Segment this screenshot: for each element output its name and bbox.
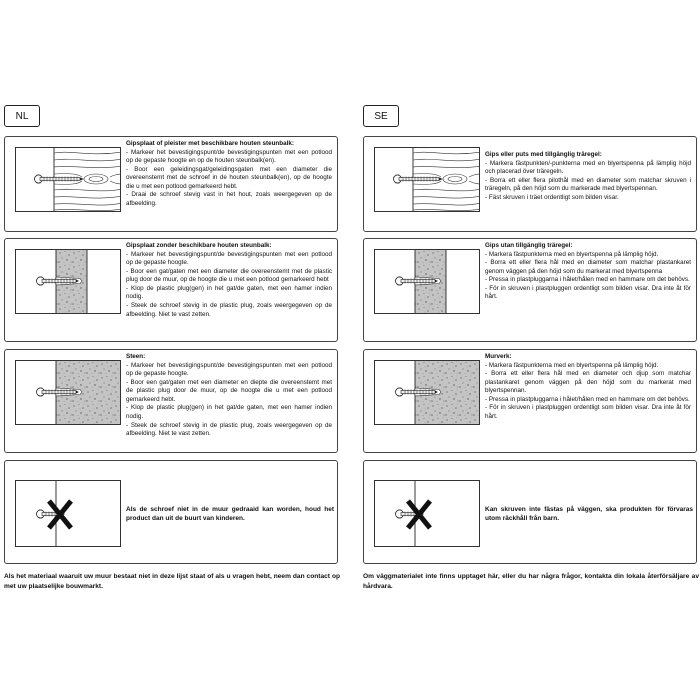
instruction-step: - Borra ett eller flera hål med en diameter och djup som matchar plastankaret genom väggen på den höjd som du markerat med blyertspennan. (485, 370, 691, 395)
instruction-step: - Klop de plastic plug(gen) in het gat/de gaten, met een hamer indien nodig. (126, 404, 332, 420)
section-title: Gipsplaat zonder beschikbare houten steunbalk: (126, 242, 272, 249)
instruction-step: - Klop de plastic plug(gen) in het gat/de gaten, met een hamer indien nodig. (126, 284, 332, 301)
se-section-masonry (363, 349, 697, 453)
se-section-warning (363, 460, 697, 564)
se-section-drywall (363, 238, 697, 342)
cross-mark-icon (374, 480, 480, 547)
instruction-step: - Boor een geleidingsgat/geleidingsgaten met een diameter die overeenstemt met de schroef in de houten steunbalk(en), op de hoogte die u met een potlood gemarkeerd hebt. (126, 165, 332, 190)
wood-stud-illustration (15, 147, 121, 212)
instruction-step: - Markeer het bevestigingspunt/de bevestigingspunten met een potlood op de gepaste hoogte. (126, 250, 332, 267)
instruction-step: - Steek de schroef stevig in de plastic plug, zoals weergegeven op de afbeelding. Niet te vast zetten. (126, 301, 332, 318)
nl-section-wood-stud (4, 136, 338, 232)
instruction-step: - Markera fästpunkten/-punkterna med en blyertspenna på lämplig höjd och placerad över träregeln. (485, 159, 691, 176)
footer-note-se: Om väggmaterialet inte finns upptaget här, eller du har några frågor, kontakta din lokala återförsäljare av hårdvara. (363, 573, 699, 590)
language-tag-se: SE (363, 105, 399, 127)
cross-mark-icon (15, 480, 121, 547)
section-title: Gips eller puts med tillgänglig träregel: (485, 151, 602, 158)
stone-plug-illustration (15, 360, 121, 425)
instruction-step: - För in skruven i plastpluggen ordentligt som bilden visar. Dra inte åt för hårt. (485, 404, 691, 420)
instruction-step: - Borra ett eller flera pilothål med en diameter som matchar skruven i träregeln, på den höjd som du markerade med blyertspennan. (485, 176, 691, 193)
instruction-step: - Pressa in plastpluggarna i hålet/hålen med en hammare om det behövs. (485, 395, 690, 403)
section-title: Steen: (126, 353, 146, 360)
instruction-step: - Markeer het bevestigingspunt/de bevestigingspunten met een potlood op de gepaste hoogte. (126, 361, 332, 378)
drywall-plug-illustration (15, 249, 121, 314)
nl-section-stone (4, 349, 338, 453)
wood-stud-illustration (374, 147, 480, 212)
footer-note-nl: Als het materiaal waaruit uw muur bestaat niet in deze lijst staat of als u vragen hebt, neem dan contact op met uw plaatselijke bouwmarkt. (4, 573, 340, 590)
instruction-step: - Steek de schroef stevig in de plastic plug, zoals weergegeven op de afbeelding. Niet te vast zetten. (126, 421, 332, 438)
drywall-plug-illustration (374, 249, 480, 314)
instruction-step: - Borra ett eller flera hål med en diameter som matchar plastankaret genom väggen på den höjd som du markerat med blyertspenna (485, 259, 691, 275)
instruction-step: - Markeer het bevestigingspunt/de bevestigingspunten met een potlood op de gepaste hoogte en op de houten steunbalk(en). (126, 148, 332, 165)
nl-section-drywall (4, 238, 338, 342)
se-section-wood-stud (363, 136, 697, 232)
warning-text: Kan skruven inte fästas på väggen, ska produkten för förvaras utom räckhåll från barn. (485, 506, 693, 523)
section-title: Gips utan tillgänglig träregel: (485, 242, 573, 249)
stone-plug-illustration (374, 360, 480, 425)
instruction-step: - Markera fästpunkterna med en blyertspenna på lämplig höjd. (485, 250, 659, 258)
instruction-step: - Draai de schroef stevig vast in het hout, zoals weergegeven op de afbeelding. (126, 191, 332, 207)
instruction-step: - Pressa in plastpluggarna i hålet/hålen med en hammare om det behövs. (485, 276, 690, 284)
section-title: Murverk: (485, 353, 512, 360)
instruction-step: - För in skruven i plastpluggen ordentligt som bilden visar. Dra inte åt för hårt. (485, 284, 691, 301)
instruction-step: - Fäst skruven i träet ordentligt som bilden visar. (485, 193, 619, 201)
nl-section-warning (4, 460, 338, 564)
warning-text: Als de schroef niet in de muur gedraaid kan worden, houd het product dan uit de buurt van kinderen. (126, 506, 334, 523)
instruction-step: - Boor een gat/gaten met een diameter en diepte die overeenstemt met de plastic plug door de muur, op de hoogte die u met een potlood gemarkeerd hebt. (126, 378, 332, 403)
instruction-step: - Boor een gat/gaten met een diameter die overeenstemt met de plastic plug door de muur, op de hoogte die u met een potlood gemarkeerd hebt (126, 267, 332, 284)
language-tag-nl: NL (4, 105, 40, 127)
section-title: Gipsplaat of pleister met beschikbare houten steunbalk: (126, 140, 294, 147)
instruction-step: - Markera fästpunkterna med en blyertspenna på lämplig höjd. (485, 361, 659, 369)
